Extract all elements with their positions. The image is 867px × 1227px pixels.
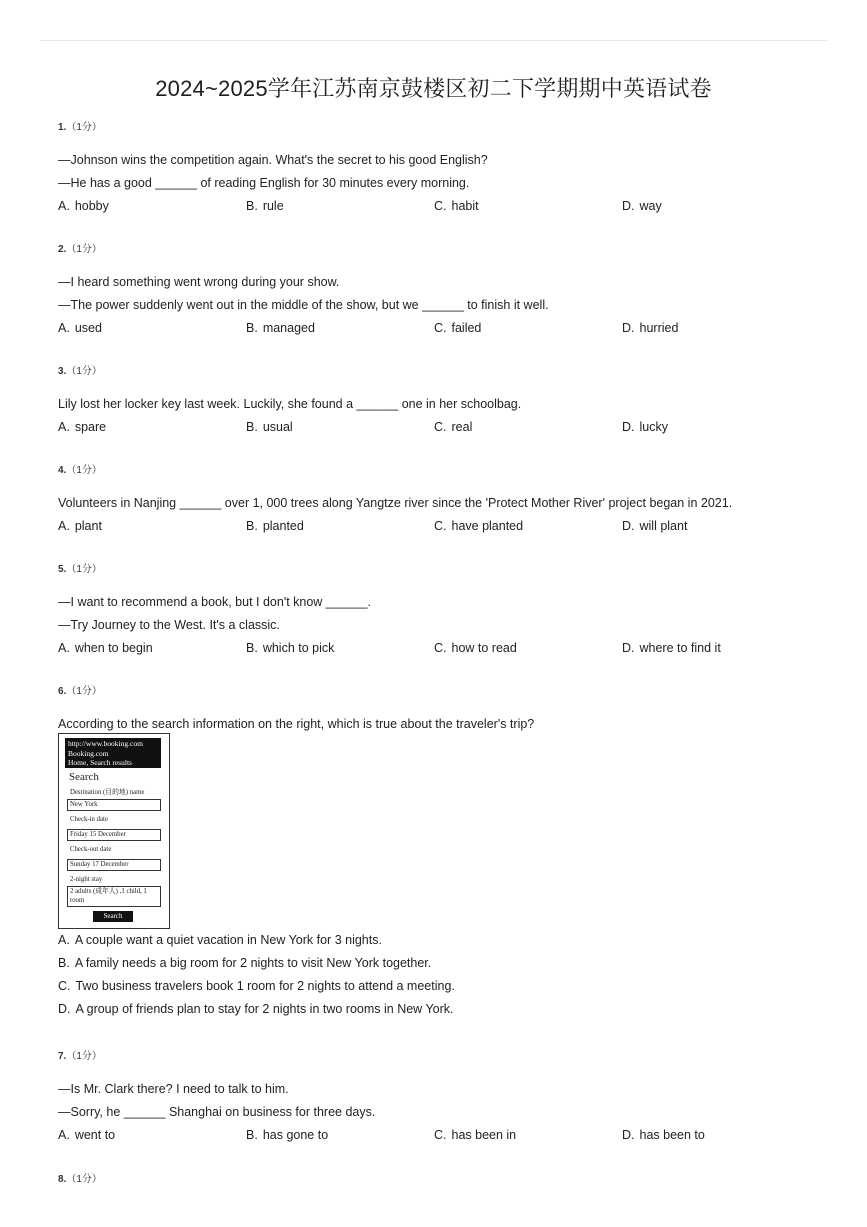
question-line: —Is Mr. Clark there? I need to talk to him. xyxy=(58,1082,289,1096)
checkin-field: Friday 15 December xyxy=(67,829,161,841)
option-b[interactable]: B. A family needs a big room for 2 nights to visit New York together. xyxy=(58,956,432,970)
option-d[interactable]: D. hurried xyxy=(622,321,679,335)
question-line: —I heard something went wrong during your show. xyxy=(58,275,340,289)
options-row xyxy=(58,195,818,218)
option-b[interactable]: B. managed xyxy=(246,321,315,335)
question-4 xyxy=(58,464,818,538)
destination-label: Destination (目的地) name xyxy=(70,789,145,796)
option-c[interactable]: C. Two business travelers book 1 room for 2 nights to attend a meeting. xyxy=(58,979,455,993)
stay-label: 2-night stay xyxy=(70,876,103,883)
form-heading: Search xyxy=(69,771,99,783)
option-c[interactable]: C. habit xyxy=(434,199,479,213)
option-d[interactable]: D. will plant xyxy=(622,519,688,533)
question-line: —He has a good ______ of reading English for 30 minutes every morning. xyxy=(58,176,470,190)
option-a[interactable]: A. went to xyxy=(58,1128,116,1142)
option-c[interactable]: C. real xyxy=(434,420,473,434)
question-number: 4.（1分） xyxy=(58,465,102,476)
option-a[interactable]: A. A couple want a quiet vacation in New York for 3 nights. xyxy=(58,933,382,947)
question-number: 5.（1分） xyxy=(58,564,102,575)
option-b[interactable]: B. usual xyxy=(246,420,293,434)
question-number: 2.（1分） xyxy=(58,244,102,255)
option-d[interactable]: D. lucky xyxy=(622,420,668,434)
checkin-label: Check-in date xyxy=(70,816,108,823)
guests-field: 2 adults (成年人) ,1 child, 1 room xyxy=(67,886,161,907)
options-row xyxy=(58,1124,818,1147)
checkout-label: Check-out date xyxy=(70,846,112,853)
question-number: 1.（1分） xyxy=(58,122,102,133)
question-line: —Johnson wins the competition again. What's the secret to his good English? xyxy=(58,153,488,167)
option-b[interactable]: B. has gone to xyxy=(246,1128,329,1142)
question-number: 6.（1分） xyxy=(58,686,102,697)
option-c[interactable]: C. have planted xyxy=(434,519,524,533)
booking-header: http://www.booking.com Booking.com Home, Search results xyxy=(65,738,161,768)
option-c[interactable]: C. failed xyxy=(434,321,482,335)
question-line: Lily lost her locker key last week. Luckily, she found a ______ one in her schoolbag. xyxy=(58,397,522,411)
option-d[interactable]: D. where to find it xyxy=(622,641,721,655)
question-line: —Sorry, he ______ Shanghai on business for three days. xyxy=(58,1105,376,1119)
page-title: 2024~2025学年江苏南京鼓楼区初二下学期期中英语试卷 xyxy=(155,76,712,101)
option-a[interactable]: A. plant xyxy=(58,519,102,533)
question-7 xyxy=(58,1050,818,1147)
options-row xyxy=(58,317,818,340)
option-b[interactable]: B. rule xyxy=(246,199,284,213)
question-line: —Try Journey to the West. It's a classic. xyxy=(58,618,280,632)
search-button: Search xyxy=(93,911,133,922)
question-number: 3.（1分） xyxy=(58,366,102,377)
options-row xyxy=(58,515,818,538)
question-1 xyxy=(58,121,818,218)
option-b[interactable]: B. planted xyxy=(246,519,304,533)
destination-field: New York xyxy=(67,799,161,811)
option-c[interactable]: C. has been in xyxy=(434,1128,517,1142)
question-6-options xyxy=(58,929,818,1021)
option-a[interactable]: A. hobby xyxy=(58,199,109,213)
question-line: According to the search information on the right, which is true about the traveler's trip? xyxy=(58,717,535,731)
options-row xyxy=(58,416,818,439)
option-a[interactable]: A. used xyxy=(58,321,102,335)
options-row xyxy=(58,637,818,660)
question-8 xyxy=(58,1173,818,1187)
option-b[interactable]: B. which to pick xyxy=(246,641,335,655)
checkout-field: Sunday 17 December xyxy=(67,859,161,871)
question-5 xyxy=(58,563,818,660)
option-a[interactable]: A. spare xyxy=(58,420,107,434)
option-d[interactable]: D. way xyxy=(622,199,662,213)
question-2 xyxy=(58,243,818,340)
question-3 xyxy=(58,365,818,439)
option-d[interactable]: D. has been to xyxy=(622,1128,705,1142)
question-line: —The power suddenly went out in the middle of the show, but we ______ to finish it well. xyxy=(58,298,549,312)
search-form-image xyxy=(58,733,170,929)
option-c[interactable]: C. how to read xyxy=(434,641,517,655)
question-number: 8.（1分） xyxy=(58,1174,102,1185)
question-line: —I want to recommend a book, but I don't know ______. xyxy=(58,595,371,609)
question-line: Volunteers in Nanjing ______ over 1, 000 trees along Yangtze river since the 'Protect Mother River' project began in 2021. xyxy=(58,496,733,510)
header-divider xyxy=(40,40,827,41)
question-6 xyxy=(58,685,818,736)
option-a[interactable]: A. when to begin xyxy=(58,641,153,655)
option-d[interactable]: D. A group of friends plan to stay for 2 nights in two rooms in New York. xyxy=(58,1002,454,1016)
question-number: 7.（1分） xyxy=(58,1051,102,1062)
